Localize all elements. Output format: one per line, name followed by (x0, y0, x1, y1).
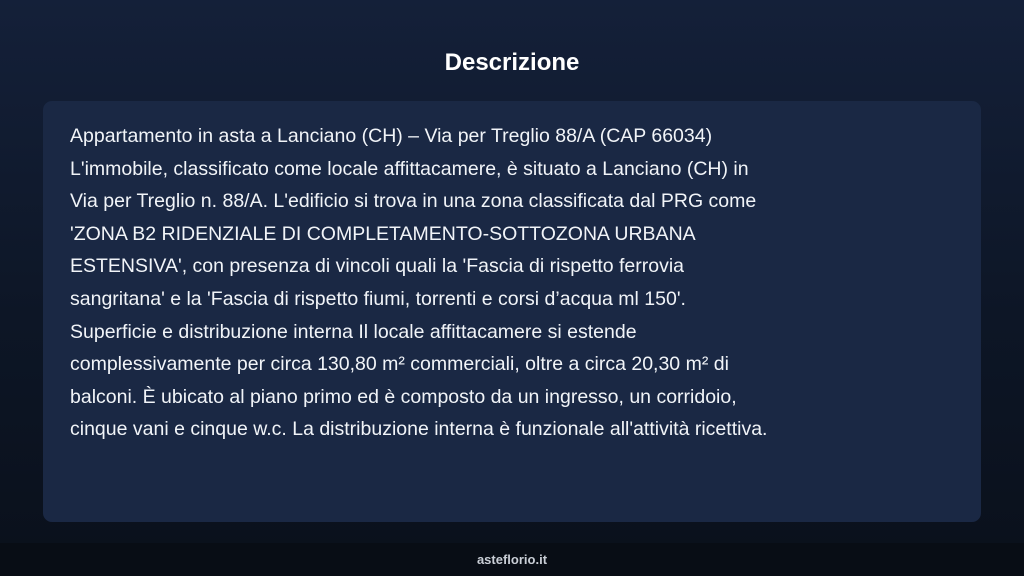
description-line: complessivamente per circa 130,80 m² commerciali, oltre a circa 20,30 m² di (70, 353, 729, 376)
description-line: cinque vani e cinque w.c. La distribuzione interna è funzionale all'attività ricettiva. (70, 418, 768, 441)
footer-bar (0, 543, 1024, 576)
description-line: sangritana' e la 'Fascia di rispetto fiumi, torrenti e corsi d’acqua ml 150'. (70, 287, 686, 310)
description-line: ESTENSIVA', con presenza di vincoli quali la 'Fascia di rispetto ferrovia (70, 255, 685, 278)
description-line: balconi. È ubicato al piano primo ed è composto da un ingresso, un corridoio, (70, 385, 737, 408)
description-line: 'ZONA B2 RIDENZIALE DI COMPLETAMENTO-SOTTOZONA URBANA (70, 222, 696, 245)
description-line: Appartamento in asta a Lanciano (CH) – Via per Treglio 88/A (CAP 66034) (70, 125, 713, 147)
description-text (70, 120, 955, 446)
description-line: Via per Treglio n. 88/A. L'edificio si trova in una zona classificata dal PRG come (70, 190, 757, 213)
description-line: Superficie e distribuzione interna Il locale affittacamere si estende (70, 320, 637, 343)
footer-site-label: asteflorio.it (476, 552, 548, 567)
description-line: L'immobile, classificato come locale affittacamere, è situato a Lanciano (CH) in (70, 157, 749, 180)
page-title: Descrizione (444, 49, 580, 76)
description-card (43, 101, 981, 522)
